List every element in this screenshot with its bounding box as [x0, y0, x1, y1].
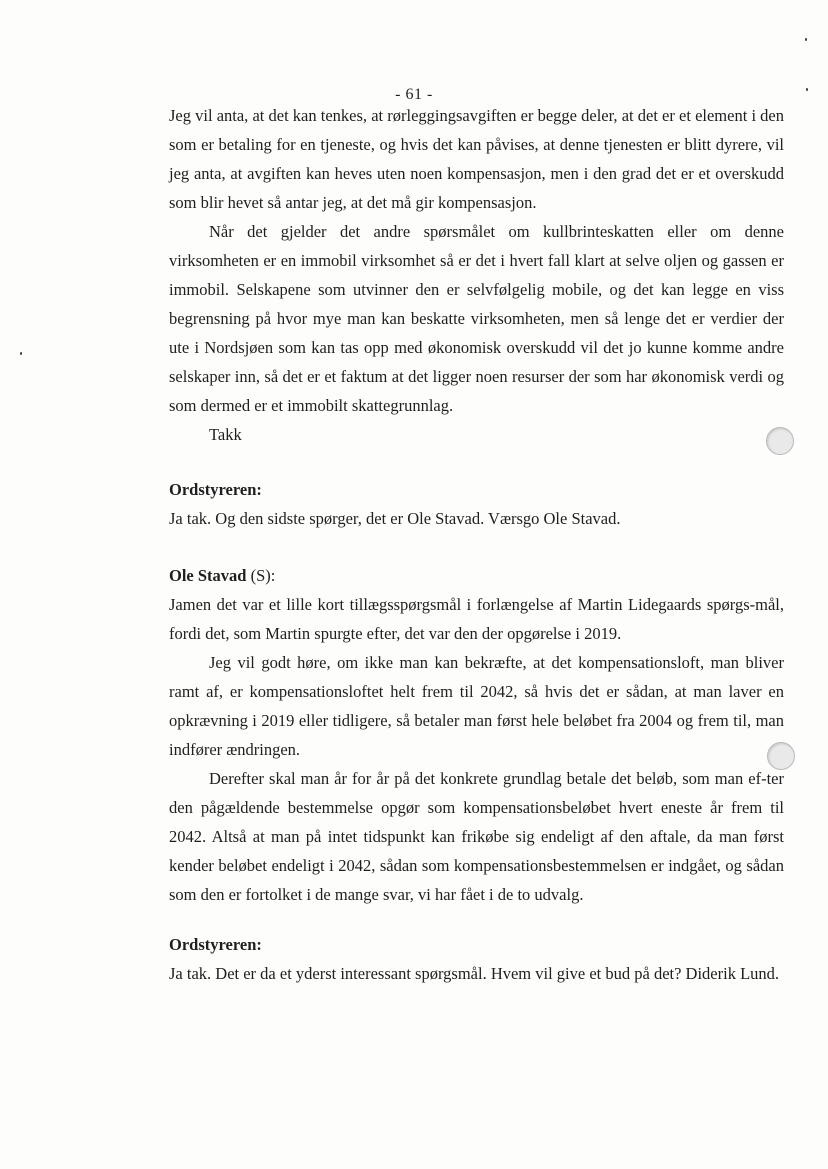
closing-remark: Takk	[209, 425, 242, 444]
paragraph: Når det gjelder det andre spørsmålet om kullbrinteskatten eller om denne virksomheten er en immobil virksomhet så er det i hvert fall klart at selve oljen og gassen er immobil. Selskapene som utvinner den er selvfølgelig mobile, og det kan legge en viss begrensning på hvor mye man kan beskatte virksomheten, men så lenge det er verdier der ute i Nordsjøen som kan tas opp med økonomisk overskudd vil det jo kunne komme andre selskaper inn, så det er et faktum at det ligger noen resurser der som har økonomisk verdi og som dermed er et immobilt skattegrunnlag.	[169, 222, 784, 415]
page-number: - 61 -	[395, 86, 433, 103]
scan-speck	[805, 38, 807, 41]
speaker-label: Ordstyreren:	[169, 480, 262, 499]
speaker-label: Ordstyreren:	[169, 935, 262, 954]
stavad-section	[169, 561, 784, 909]
speaker-party: (S):	[250, 566, 276, 585]
speaker-label	[169, 561, 784, 590]
speaker-name: Ole Stavad	[169, 566, 247, 585]
paragraph: Jeg vil godt høre, om ikke man kan bekræfte, at det kompensationsloft, man bliver ramt af, er kompensationsloftet helt frem til 2042, så hvis det er sådan, at man laver en opkrævning i 2019 eller tidligere, så betaler man først hele beløbet fra 2004 og frem til, man indfører ændringen.	[169, 653, 784, 759]
chair-section-2	[169, 930, 784, 988]
chair-section-1	[169, 475, 784, 533]
answer-block	[169, 101, 784, 449]
scan-speck	[806, 88, 808, 91]
scan-speck	[20, 352, 22, 355]
speech-text: Ja tak. Det er da et yderst interessant spørgsmål. Hvem vil give et bud på det? Diderik Lund.	[169, 964, 780, 983]
punch-hole	[766, 427, 794, 455]
punch-hole	[767, 742, 795, 770]
paragraph: Jeg vil anta, at det kan tenkes, at rørleggingsavgiften er begge deler, at det er et element i den som er betaling for en tjeneste, og hvis det kan påvises, at denne tjenesten er blitt dyrere, vil jeg anta, at avgiften kan heves uten noen kompensasjon, men i den grad det er et overskudd som blir hevet så antar jeg, at det må gir kompensasjon.	[169, 106, 784, 212]
paragraph: Derefter skal man år for år på det konkrete grundlag betale det beløb, som man ef-ter den pågældende bestemmelse opgør som kompensationsbeløbet hvert eneste år frem til 2042. Altså at man på intet tidspunkt kan frikøbe sig endeligt af den aftale, da man først kender beløbet endeligt i 2042, sådan som kompensationsbestemmelsen er indgået, og sådan som den er fortolket i de mange svar, vi har fået i de to udvalg.	[169, 769, 784, 904]
paragraph: Jamen det var et lille kort tillægsspørgsmål i forlængelse af Martin Lidegaards spørgs-mål, fordi det, som Martin spurgte efter, det var den der opgørelse i 2019.	[169, 595, 784, 643]
speech-text: Ja tak. Og den sidste spørger, det er Ole Stavad. Værsgo Ole Stavad.	[169, 509, 621, 528]
